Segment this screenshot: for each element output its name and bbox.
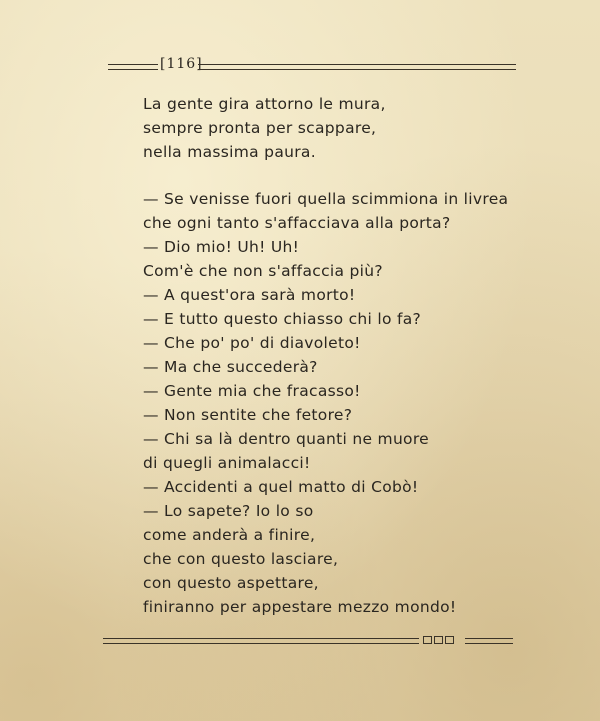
- poem-line: La gente gira attorno le mura,: [143, 95, 386, 113]
- poem-line: — Accidenti a quel matto di Cobò!: [143, 478, 419, 496]
- footer-rule-left: [103, 638, 419, 644]
- header-rule-left: [108, 64, 158, 70]
- poem-line: Com'è che non s'affaccia più?: [143, 262, 383, 280]
- poem-line: — A quest'ora sarà morto!: [143, 286, 356, 304]
- poem-text: [143, 92, 543, 619]
- page-header: [108, 56, 516, 74]
- poem-line: come anderà a finire,: [143, 526, 316, 544]
- poem-line: — Non sentite che fetore?: [143, 406, 353, 424]
- poem-line: — Chi sa là dentro quanti ne muore: [143, 430, 430, 448]
- poem-line: che ogni tanto s'affacciava alla porta?: [143, 214, 451, 232]
- poem-line: — Dio mio! Uh! Uh!: [143, 238, 300, 256]
- stanza-2: [143, 187, 543, 619]
- header-rule-right: [198, 64, 516, 70]
- stanza-1: [143, 92, 543, 164]
- poem-line: — Se venisse fuori quella scimmiona in livrea: [143, 190, 509, 208]
- poem-line: di quegli animalacci!: [143, 454, 311, 472]
- poem-line: — Gente mia che fracasso!: [143, 382, 361, 400]
- poem-line: — E tutto questo chiasso chi lo fa?: [143, 310, 422, 328]
- poem-line: — Che po' po' di diavoleto!: [143, 334, 361, 352]
- poem-line: — Lo sapete? Io lo so: [143, 502, 314, 520]
- poem-line: — Ma che succederà?: [143, 358, 318, 376]
- poem-line: che con questo lasciare,: [143, 550, 339, 568]
- poem-line: nella massima paura.: [143, 143, 316, 161]
- poem-line: sempre pronta per scappare,: [143, 119, 377, 137]
- poem-line: finiranno per appestare mezzo mondo!: [143, 598, 457, 616]
- page-number: [116]: [160, 56, 203, 72]
- footer-rule-right: [465, 638, 513, 644]
- page-footer: [103, 634, 513, 648]
- square-ornament-icon: [423, 636, 454, 644]
- poem-line: con questo aspettare,: [143, 574, 319, 592]
